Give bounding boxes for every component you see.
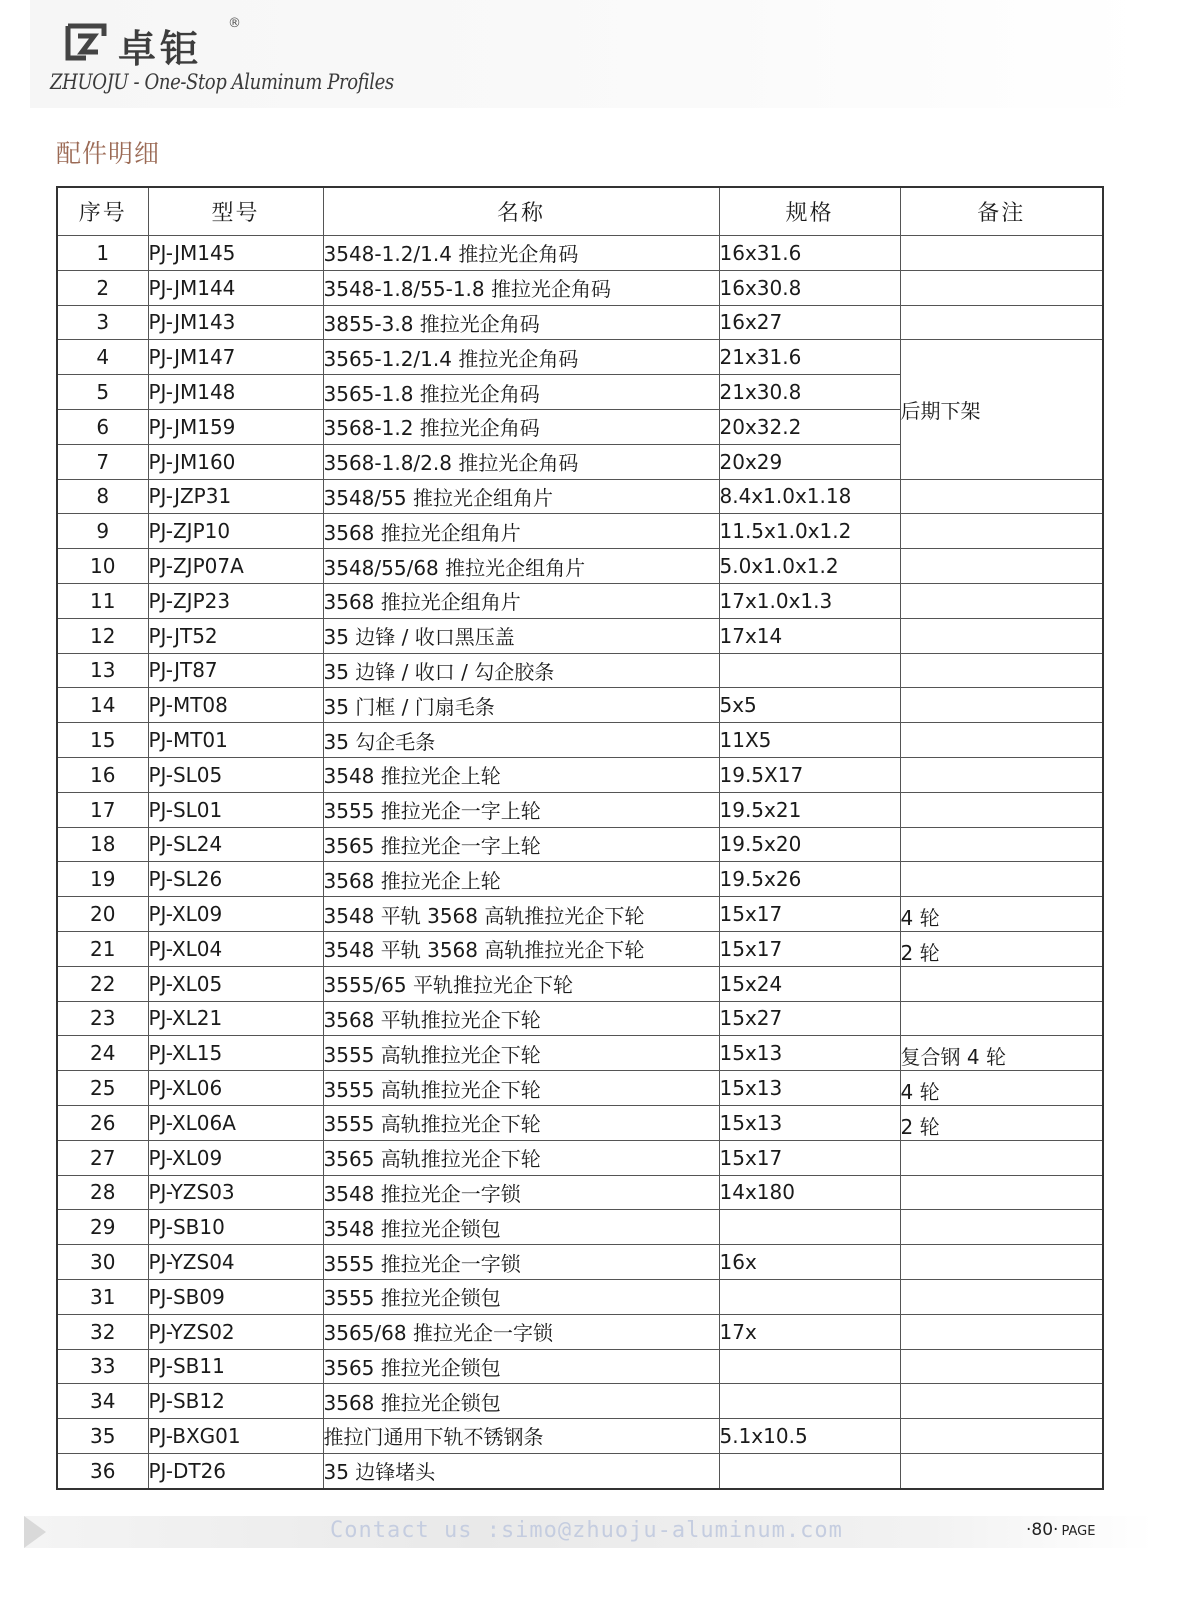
cell-no: 6 xyxy=(57,409,148,444)
cell-spec: 21x31.6 xyxy=(719,340,900,375)
cell-spec: 15x13 xyxy=(719,1071,900,1106)
cell-model: PJ-MT01 xyxy=(148,723,323,758)
table-row xyxy=(57,792,1103,827)
cell-note xyxy=(900,270,1103,305)
table-row xyxy=(57,688,1103,723)
cell-note xyxy=(900,688,1103,723)
cell-note xyxy=(900,479,1103,514)
brand-tagline: ZHUOJU - One-Stop Aluminum Profiles xyxy=(50,70,394,94)
cell-spec: 15x24 xyxy=(719,966,900,1001)
cell-no: 2 xyxy=(57,270,148,305)
cell-spec: 17x xyxy=(719,1314,900,1349)
cell-no: 25 xyxy=(57,1071,148,1106)
cell-name: 3555 推拉光企锁包 xyxy=(323,1279,719,1314)
cell-name: 35 勾企毛条 xyxy=(323,723,719,758)
cell-spec xyxy=(719,653,900,688)
cell-model: PJ-SB11 xyxy=(148,1349,323,1384)
table-row xyxy=(57,966,1103,1001)
cell-note xyxy=(900,618,1103,653)
cell-spec: 11X5 xyxy=(719,723,900,758)
table-row xyxy=(57,827,1103,862)
cell-name: 35 门框 / 门扇毛条 xyxy=(323,688,719,723)
table-row xyxy=(57,1349,1103,1384)
cell-no: 1 xyxy=(57,236,148,271)
cell-note xyxy=(900,1314,1103,1349)
cell-note xyxy=(900,792,1103,827)
cell-name: 3565 推拉光企一字上轮 xyxy=(323,827,719,862)
cell-model: PJ-YZS04 xyxy=(148,1245,323,1280)
cell-no: 28 xyxy=(57,1175,148,1210)
cell-note xyxy=(900,1419,1103,1454)
cell-spec xyxy=(719,1384,900,1419)
cell-name: 3555 推拉光企一字上轮 xyxy=(323,792,719,827)
cell-spec xyxy=(719,1210,900,1245)
table-row xyxy=(57,1314,1103,1349)
table-row xyxy=(57,1245,1103,1280)
cell-no: 23 xyxy=(57,1001,148,1036)
table-header-row xyxy=(57,187,1103,236)
table-row xyxy=(57,514,1103,549)
header-no: 序号 xyxy=(57,187,148,236)
cell-name: 3565 推拉光企锁包 xyxy=(323,1349,719,1384)
table-row xyxy=(57,1036,1103,1071)
cell-no: 22 xyxy=(57,966,148,1001)
table-row xyxy=(57,270,1103,305)
cell-spec: 15x27 xyxy=(719,1001,900,1036)
cell-name: 3548-1.8/55-1.8 推拉光企角码 xyxy=(323,270,719,305)
brand-logo-icon xyxy=(64,22,108,62)
cell-model: PJ-XL09 xyxy=(148,897,323,932)
cell-note xyxy=(900,1384,1103,1419)
footer-arrow-icon xyxy=(24,1516,46,1548)
cell-note xyxy=(900,1245,1103,1280)
cell-note xyxy=(900,305,1103,340)
cell-name: 3548-1.2/1.4 推拉光企角码 xyxy=(323,236,719,271)
header-note: 备注 xyxy=(900,187,1103,236)
cell-note xyxy=(900,653,1103,688)
table-row xyxy=(57,549,1103,584)
cell-note xyxy=(900,549,1103,584)
cell-model: PJ-JM144 xyxy=(148,270,323,305)
table-row xyxy=(57,618,1103,653)
brand-name-cn: 卓钜 xyxy=(118,27,203,71)
cell-name: 3548/55/68 推拉光企组角片 xyxy=(323,549,719,584)
table-body xyxy=(57,236,1103,1489)
cell-name: 3548 平轨 3568 高轨推拉光企下轮 xyxy=(323,897,719,932)
table-row xyxy=(57,757,1103,792)
cell-spec: 15x13 xyxy=(719,1105,900,1140)
cell-no: 29 xyxy=(57,1210,148,1245)
cell-no: 11 xyxy=(57,583,148,618)
cell-model: PJ-JM147 xyxy=(148,340,323,375)
cell-name: 3568 推拉光企组角片 xyxy=(323,583,719,618)
cell-model: PJ-JM159 xyxy=(148,409,323,444)
cell-model: PJ-JT87 xyxy=(148,653,323,688)
cell-no: 15 xyxy=(57,723,148,758)
cell-spec: 20x32.2 xyxy=(719,409,900,444)
cell-model: PJ-SL24 xyxy=(148,827,323,862)
cell-note xyxy=(900,862,1103,897)
table-row xyxy=(57,723,1103,758)
cell-note xyxy=(900,1453,1103,1488)
cell-spec: 19.5x20 xyxy=(719,827,900,862)
table-row xyxy=(57,1419,1103,1454)
cell-no: 19 xyxy=(57,862,148,897)
page-number xyxy=(1026,1520,1095,1540)
cell-name: 3568-1.2 推拉光企角码 xyxy=(323,409,719,444)
cell-spec: 16x31.6 xyxy=(719,236,900,271)
cell-name: 3568 平轨推拉光企下轮 xyxy=(323,1001,719,1036)
table-row xyxy=(57,1001,1103,1036)
cell-note xyxy=(900,1175,1103,1210)
cell-model: PJ-BXG01 xyxy=(148,1419,323,1454)
cell-name: 3555 推拉光企一字锁 xyxy=(323,1245,719,1280)
cell-no: 7 xyxy=(57,444,148,479)
cell-name: 3555 高轨推拉光企下轮 xyxy=(323,1071,719,1106)
cell-name: 3555 高轨推拉光企下轮 xyxy=(323,1105,719,1140)
cell-model: PJ-JM148 xyxy=(148,375,323,410)
cell-model: PJ-ZJP07A xyxy=(148,549,323,584)
cell-spec xyxy=(719,1279,900,1314)
table-row xyxy=(57,1279,1103,1314)
cell-note: 2 轮 xyxy=(900,1105,1103,1140)
cell-no: 36 xyxy=(57,1453,148,1488)
cell-model: PJ-XL06A xyxy=(148,1105,323,1140)
cell-spec xyxy=(719,1453,900,1488)
cell-no: 8 xyxy=(57,479,148,514)
header-spec: 规格 xyxy=(719,187,900,236)
table-row xyxy=(57,1071,1103,1106)
cell-model: PJ-SB09 xyxy=(148,1279,323,1314)
cell-no: 5 xyxy=(57,375,148,410)
cell-model: PJ-XL15 xyxy=(148,1036,323,1071)
cell-model: PJ-XL21 xyxy=(148,1001,323,1036)
cell-note: 复合钢 4 轮 xyxy=(900,1036,1103,1071)
cell-model: PJ-XL05 xyxy=(148,966,323,1001)
cell-spec: 16x30.8 xyxy=(719,270,900,305)
cell-spec: 15x13 xyxy=(719,1036,900,1071)
cell-no: 26 xyxy=(57,1105,148,1140)
cell-note xyxy=(900,1349,1103,1384)
cell-spec: 11.5x1.0x1.2 xyxy=(719,514,900,549)
page-number-value: ·80· xyxy=(1026,1520,1059,1540)
cell-note xyxy=(900,966,1103,1001)
cell-no: 20 xyxy=(57,897,148,932)
cell-spec: 20x29 xyxy=(719,444,900,479)
cell-name: 3568 推拉光企上轮 xyxy=(323,862,719,897)
table-row xyxy=(57,340,1103,375)
cell-no: 33 xyxy=(57,1349,148,1384)
table-row xyxy=(57,479,1103,514)
cell-no: 32 xyxy=(57,1314,148,1349)
table-row xyxy=(57,1384,1103,1419)
cell-model: PJ-DT26 xyxy=(148,1453,323,1488)
cell-no: 16 xyxy=(57,757,148,792)
cell-no: 31 xyxy=(57,1279,148,1314)
header-name: 名称 xyxy=(323,187,719,236)
cell-no: 18 xyxy=(57,827,148,862)
section-title: 配件明细 xyxy=(56,139,161,168)
cell-spec: 15x17 xyxy=(719,897,900,932)
cell-spec: 19.5x26 xyxy=(719,862,900,897)
cell-model: PJ-ZJP23 xyxy=(148,583,323,618)
cell-name: 3568 推拉光企组角片 xyxy=(323,514,719,549)
cell-spec: 5x5 xyxy=(719,688,900,723)
cell-note xyxy=(900,827,1103,862)
cell-name: 3565/68 推拉光企一字锁 xyxy=(323,1314,719,1349)
cell-spec: 5.0x1.0x1.2 xyxy=(719,549,900,584)
cell-note: 4 轮 xyxy=(900,1071,1103,1106)
table-row xyxy=(57,1105,1103,1140)
cell-spec: 19.5X17 xyxy=(719,757,900,792)
table-row xyxy=(57,862,1103,897)
cell-note xyxy=(900,723,1103,758)
cell-no: 34 xyxy=(57,1384,148,1419)
table-row xyxy=(57,236,1103,271)
cell-no: 4 xyxy=(57,340,148,375)
cell-spec: 5.1x10.5 xyxy=(719,1419,900,1454)
cell-spec: 19.5x21 xyxy=(719,792,900,827)
page-label: PAGE xyxy=(1061,1524,1096,1539)
cell-spec: 16x xyxy=(719,1245,900,1280)
cell-note xyxy=(900,1001,1103,1036)
cell-name: 3548 推拉光企锁包 xyxy=(323,1210,719,1245)
header-model: 型号 xyxy=(148,187,323,236)
cell-model: PJ-JM160 xyxy=(148,444,323,479)
cell-name: 3548 平轨 3568 高轨推拉光企下轮 xyxy=(323,931,719,966)
cell-spec xyxy=(719,1349,900,1384)
cell-name: 3855-3.8 推拉光企角码 xyxy=(323,305,719,340)
cell-name: 35 边锋 / 收口黑压盖 xyxy=(323,618,719,653)
cell-model: PJ-XL04 xyxy=(148,931,323,966)
cell-name: 3568 推拉光企锁包 xyxy=(323,1384,719,1419)
cell-spec: 8.4x1.0x1.18 xyxy=(719,479,900,514)
table-row xyxy=(57,305,1103,340)
cell-spec: 17x1.0x1.3 xyxy=(719,583,900,618)
cell-spec: 15x17 xyxy=(719,931,900,966)
cell-model: PJ-JZP31 xyxy=(148,479,323,514)
cell-name: 35 边锋 / 收口 / 勾企胶条 xyxy=(323,653,719,688)
cell-note xyxy=(900,1210,1103,1245)
cell-note xyxy=(900,583,1103,618)
cell-no: 10 xyxy=(57,549,148,584)
cell-name: 3548 推拉光企上轮 xyxy=(323,757,719,792)
cell-model: PJ-SL01 xyxy=(148,792,323,827)
cell-spec: 21x30.8 xyxy=(719,375,900,410)
cell-model: PJ-JM145 xyxy=(148,236,323,271)
registered-mark: ® xyxy=(228,16,241,31)
cell-model: PJ-SB12 xyxy=(148,1384,323,1419)
cell-note: 后期下架 xyxy=(900,340,1103,479)
table-row xyxy=(57,897,1103,932)
cell-model: PJ-MT08 xyxy=(148,688,323,723)
cell-spec: 17x14 xyxy=(719,618,900,653)
table-row xyxy=(57,1453,1103,1488)
cell-name: 3565-1.8 推拉光企角码 xyxy=(323,375,719,410)
cell-name: 3555 高轨推拉光企下轮 xyxy=(323,1036,719,1071)
cell-name: 3555/65 平轨推拉光企下轮 xyxy=(323,966,719,1001)
table-row xyxy=(57,583,1103,618)
cell-spec: 15x17 xyxy=(719,1140,900,1175)
cell-name: 35 边锋堵头 xyxy=(323,1453,719,1488)
table-row xyxy=(57,653,1103,688)
cell-note: 2 轮 xyxy=(900,931,1103,966)
cell-note xyxy=(900,236,1103,271)
cell-no: 13 xyxy=(57,653,148,688)
cell-no: 17 xyxy=(57,792,148,827)
cell-no: 30 xyxy=(57,1245,148,1280)
cell-name: 3565-1.2/1.4 推拉光企角码 xyxy=(323,340,719,375)
cell-name: 3565 高轨推拉光企下轮 xyxy=(323,1140,719,1175)
cell-model: PJ-SL05 xyxy=(148,757,323,792)
cell-no: 12 xyxy=(57,618,148,653)
table-row xyxy=(57,1140,1103,1175)
cell-no: 9 xyxy=(57,514,148,549)
cell-no: 21 xyxy=(57,931,148,966)
cell-no: 3 xyxy=(57,305,148,340)
footer-contact: Contact us :simo@zhuoju-aluminum.com xyxy=(330,1518,843,1543)
table-row xyxy=(57,1210,1103,1245)
cell-model: PJ-SB10 xyxy=(148,1210,323,1245)
table-row xyxy=(57,931,1103,966)
cell-model: PJ-XL09 xyxy=(148,1140,323,1175)
cell-note xyxy=(900,514,1103,549)
cell-model: PJ-JT52 xyxy=(148,618,323,653)
cell-no: 27 xyxy=(57,1140,148,1175)
cell-model: PJ-XL06 xyxy=(148,1071,323,1106)
cell-no: 24 xyxy=(57,1036,148,1071)
cell-model: PJ-SL26 xyxy=(148,862,323,897)
cell-name: 3568-1.8/2.8 推拉光企角码 xyxy=(323,444,719,479)
cell-name: 推拉门通用下轨不锈钢条 xyxy=(323,1419,719,1454)
cell-model: PJ-YZS03 xyxy=(148,1175,323,1210)
cell-name: 3548 推拉光企一字锁 xyxy=(323,1175,719,1210)
cell-name: 3548/55 推拉光企组角片 xyxy=(323,479,719,514)
cell-note xyxy=(900,1279,1103,1314)
cell-spec: 16x27 xyxy=(719,305,900,340)
table-row xyxy=(57,1175,1103,1210)
cell-note: 4 轮 xyxy=(900,897,1103,932)
cell-model: PJ-ZJP10 xyxy=(148,514,323,549)
cell-note xyxy=(900,757,1103,792)
cell-model: PJ-JM143 xyxy=(148,305,323,340)
cell-no: 14 xyxy=(57,688,148,723)
cell-model: PJ-YZS02 xyxy=(148,1314,323,1349)
cell-no: 35 xyxy=(57,1419,148,1454)
cell-note xyxy=(900,1140,1103,1175)
cell-spec: 14x180 xyxy=(719,1175,900,1210)
accessories-table xyxy=(56,186,1104,1490)
